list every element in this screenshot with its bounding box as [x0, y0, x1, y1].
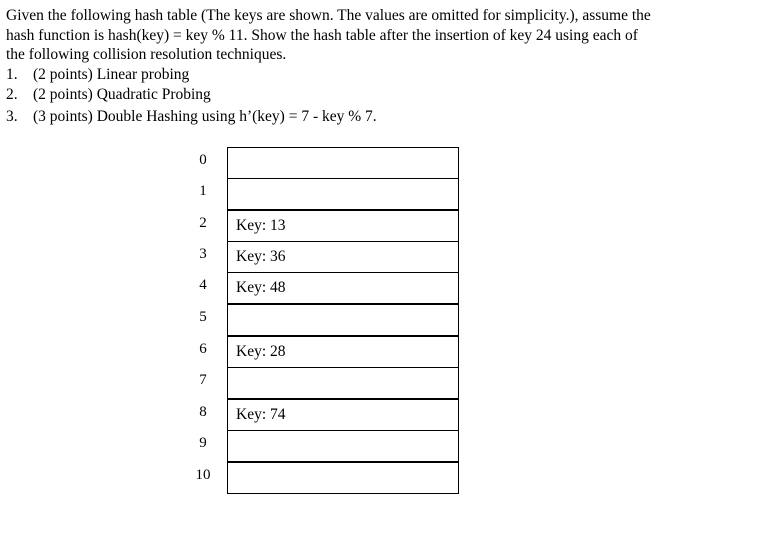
question-line-3: the following collision resolution techniques. [6, 46, 287, 63]
slot-index-0: 0 [199, 152, 207, 168]
question-line-2: hash function is hash(key) = key % 11. Show the hash table after the insertion of key 24 using each of [6, 26, 638, 44]
part-text: (2 points) Linear probing [33, 65, 190, 83]
hash-table-slot-3 [227, 241, 459, 273]
slot-key-6: Key: 28 [236, 343, 286, 360]
slot-index-6: 6 [199, 341, 207, 357]
question-line-1: Given the following hash table (The keys are shown. The values are omitted for simplicity.), assume the [6, 7, 651, 24]
slot-index-3: 3 [199, 246, 207, 262]
slot-index-7: 7 [199, 372, 207, 388]
hash-table-slot-0 [227, 147, 459, 179]
slot-index-9: 9 [199, 435, 207, 451]
slot-key-2: Key: 13 [236, 217, 286, 234]
question-text [6, 6, 746, 127]
question-part-2 [6, 85, 746, 105]
hash-table-slot-2 [227, 210, 459, 242]
hash-table-slot-10 [227, 462, 459, 494]
part-number: 1. [6, 65, 18, 83]
question-part-1 [6, 65, 746, 85]
hash-table-slot-1 [227, 178, 459, 210]
part-number: 2. [6, 85, 18, 103]
question-parts-list [6, 65, 746, 127]
slot-index-4: 4 [199, 277, 207, 293]
part-text: (2 points) Quadratic Probing [33, 85, 211, 103]
part-number: 3. [6, 107, 18, 125]
slot-key-3: Key: 36 [236, 248, 286, 265]
slot-index-5: 5 [199, 309, 207, 325]
slot-index-10: 10 [195, 467, 211, 483]
hash-table-slot-4 [227, 272, 459, 304]
hash-table-slot-5 [227, 304, 459, 336]
hash-table-slot-9 [227, 430, 459, 462]
hash-table-slot-7 [227, 367, 459, 399]
hash-table-slot-8 [227, 399, 459, 431]
slot-index-8: 8 [199, 404, 207, 420]
part-text: (3 points) Double Hashing using h’(key) = 7 - key % 7. [33, 107, 377, 125]
slot-key-8: Key: 74 [236, 406, 286, 423]
hash-table-slot-6 [227, 336, 459, 368]
question-part-3 [6, 107, 746, 127]
slot-index-1: 1 [199, 183, 207, 199]
slot-key-4: Key: 48 [236, 279, 286, 296]
slot-index-2: 2 [199, 215, 207, 231]
